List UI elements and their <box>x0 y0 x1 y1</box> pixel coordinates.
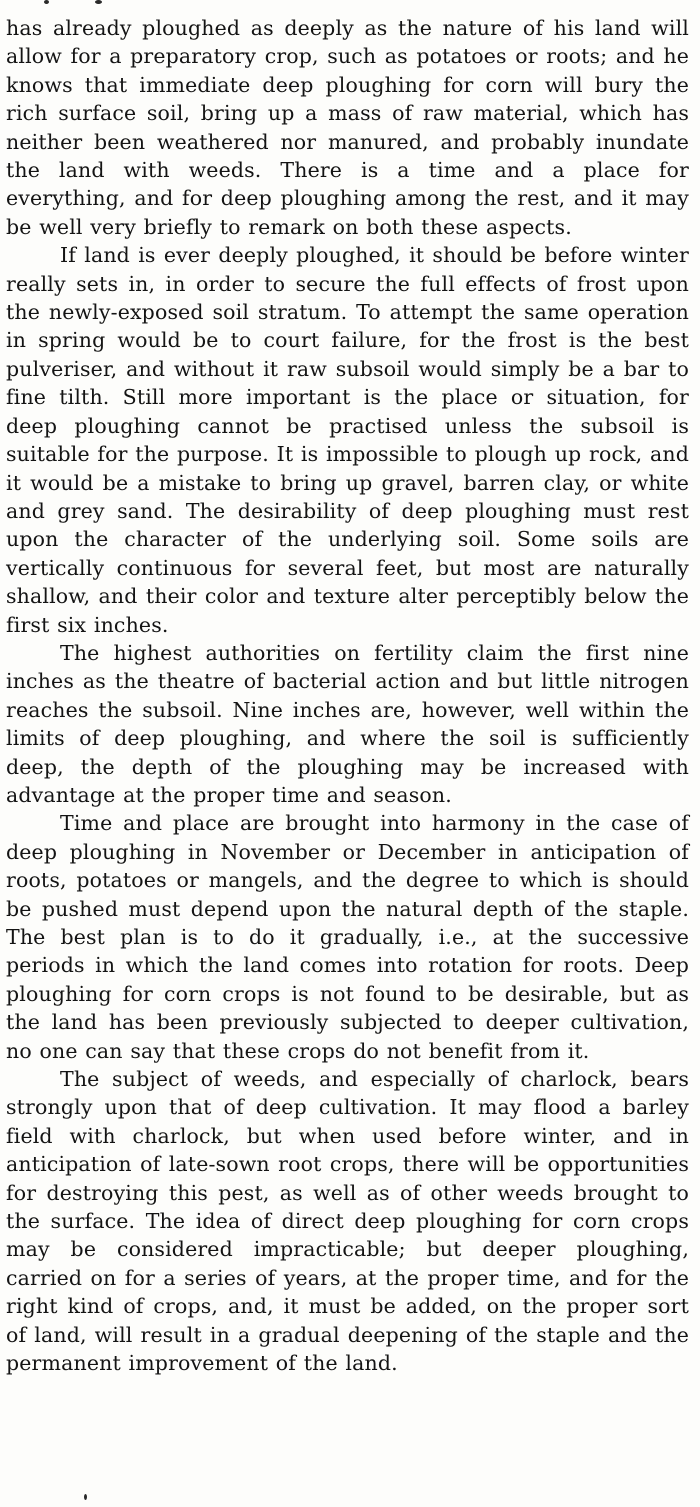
paragraph-continuation: has already ploughed as deeply as the nature of his land will allow for a preparatory crop, such as potatoes or roots; and he knows that immediate deep ploughing for corn will bury the rich surface soil, bring up a mass of raw material, which has neither been weathered nor manured, and probably inundate the land with weeds. There is a time and a place for everything, and for deep ploughing among the rest, and it may be well very briefly to remark on both these aspects. <box>6 16 689 239</box>
paragraph-winter-ploughing: If land is ever deeply ploughed, it should be before winter really sets in, in order to secure the full effects of frost upon the newly-exposed soil stratum. To attempt the same operation in spring would be to court failure, for the frost is the best pulveriser, and without it raw subsoil would simply be a bar to fine tilth. Still more important is the place or situation, for deep ploughing cannot be practised unless the subsoil is suitable for the purpose. It is impossible to plough up rock, and it would be a mistake to bring up gravel, barren clay, or white and grey sand. The desirability of deep ploughing must rest upon the character of the underlying soil. Some soils are vertically continuous for several feet, but most are naturally shallow, and their color and texture alter perceptibly below the first six inches. <box>6 243 689 637</box>
paragraph-time-and-place: Time and place are brought into harmony in the case of deep ploughing in November or December in anticipation of roots, potatoes or mangels, and the degree to which is should be pushed must depend upon the natural depth of the staple. The best plan is to do it gradually, i.e., at the successive periods in which the land comes into rotation for roots. Deep ploughing for corn crops is not found to be desirable, but as the land has been previously subjected to deeper cultivation, no one can say that these crops do not benefit from it. <box>6 811 689 1063</box>
paragraph-fertility: The highest authorities on fertility claim the first nine inches as the theatre of bacterial action and but little nitrogen reaches the subsoil. Nine inches are, however, well within the limits of deep ploughing, and where the soil is sufficiently deep, the depth of the ploughing may be increased with advantage at the proper time and season. <box>6 640 689 807</box>
ink-speck <box>95 0 102 4</box>
ink-speck <box>44 0 49 4</box>
paragraph-weeds: The subject of weeds, and especially of charlock, bears strongly upon that of deep cultivation. It may flood a barley field with charlock, but when used before winter, and in anticipation of late-sown root crops, there will be opportunities for destroying this pest, as well as of other weeds brought to the surface. The idea of direct deep ploughing for corn crops may be considered impracticable; but deeper ploughing, carried on for a series of years, at the proper time, and for the right kind of crops, and, it must be added, on the proper sort of land, will result in a gradual deepening of the staple and the permanent improvement of the land. <box>6 1067 689 1376</box>
ink-speck <box>84 1494 87 1500</box>
article-text-column <box>6 14 689 1378</box>
